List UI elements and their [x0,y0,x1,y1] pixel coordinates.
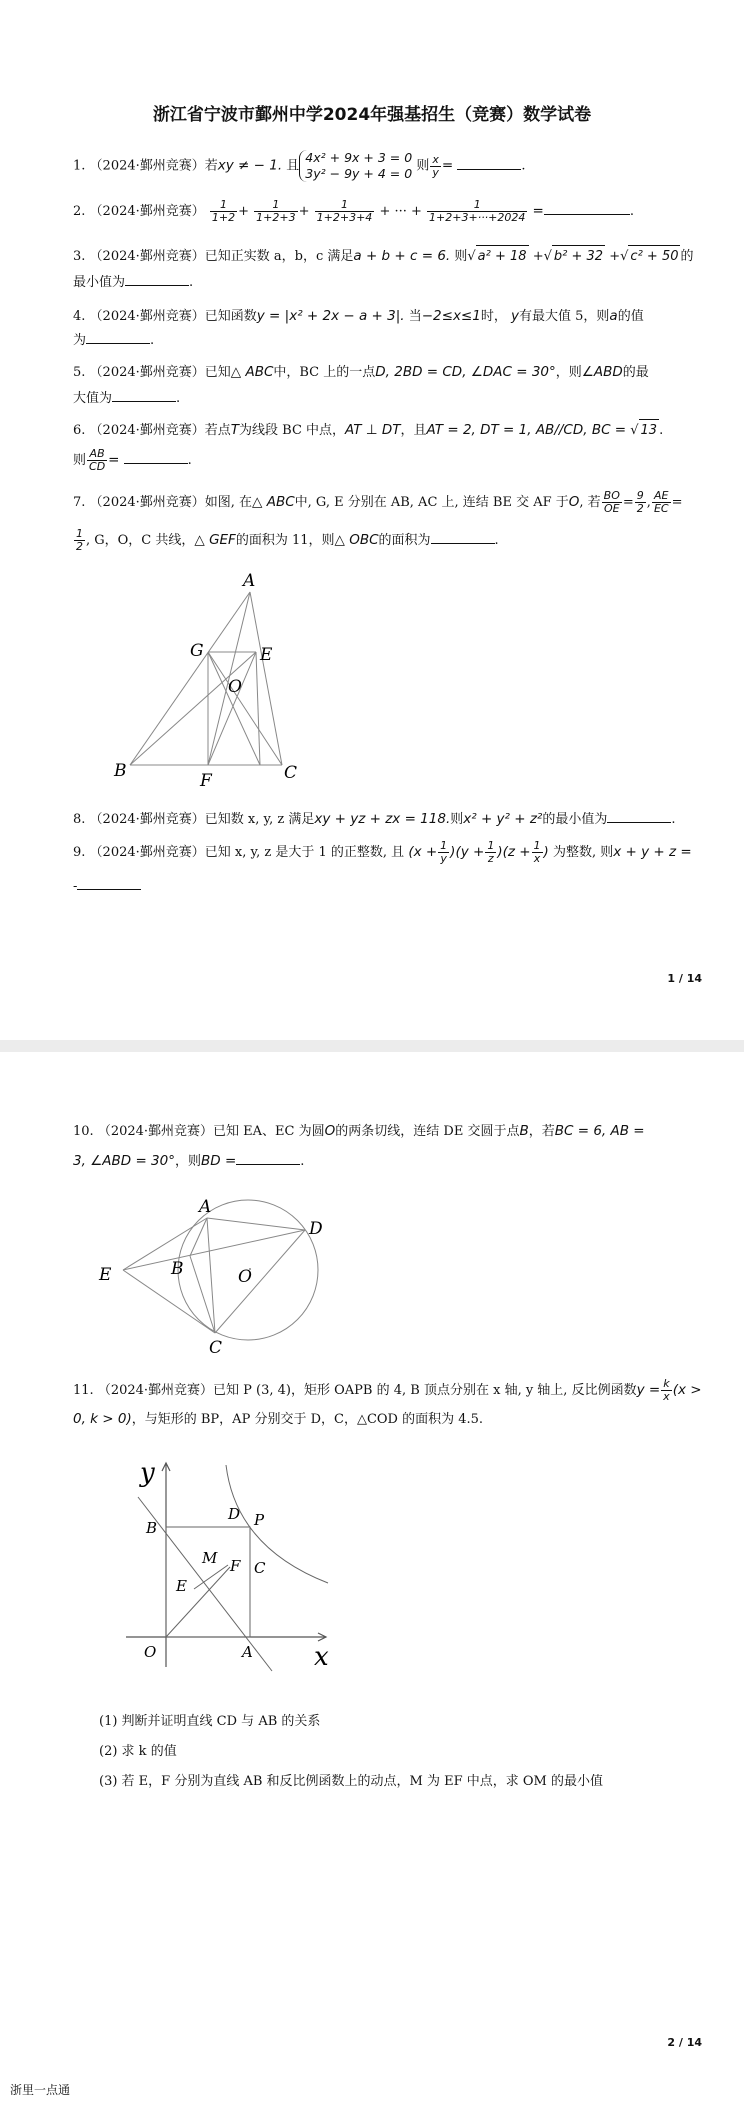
label-F: F [230,1557,241,1575]
question-10: 10. （2024·鄞州竞赛）已知 EA、EC 为圆O的两条切线，连结 DE 交圆于点B，若BC = 6, AB = [73,1123,645,1139]
question-1: 1. （2024·鄞州竞赛）若xy ≠ − 1. 且 4x² + 9x + 3 = 0 3y² − 9y + 4 = 0 则 $\frac{x}{y}$ = . [73,150,526,181]
page-title: 浙江省宁波市鄞州中学2024年强基招生（竞赛）数学试卷 [152,105,592,125]
question-3-cont: 最小值为 . [73,275,194,290]
label-A: A [199,1197,212,1217]
question-10-cont: 3, ∠ABD = 30°，则BD = . [73,1153,305,1169]
figure-q10 [95,1190,340,1355]
label-E: E [176,1577,187,1595]
page-number-1: 1 / 14 [667,972,702,985]
label-B: B [114,761,127,781]
question-9-cont: - [73,876,705,898]
answer-blank-4[interactable] [86,331,150,344]
label-C: C [254,1559,266,1577]
answer-blank-8[interactable] [607,810,671,823]
answer-blank-5[interactable] [112,389,176,402]
question-5: 5. （2024·鄞州竞赛）已知△ ABC中，BC 上的一点D, 2BD = CD, ∠DAC = 30°，则∠ABD的最 [73,364,649,380]
label-A: A [242,1643,253,1661]
figure-q11 [118,1457,368,1677]
question-8: 8. （2024·鄞州竞赛）已知数 x, y, z 满足xy + yz + zx = 118.则x² + y² + z²的最小值为 . [73,811,676,827]
label-C: C [209,1338,223,1355]
footer-brand: 浙里一点通 [10,2083,71,2097]
answer-blank-9[interactable] [77,877,141,890]
label-B: B [146,1519,158,1537]
label-O: O [238,1267,252,1287]
label-A: A [243,571,256,591]
label-E: E [260,645,273,665]
question-11: 11. （2024·鄞州竞赛）已知 P (3, 4)，矩形 OAPB 的 4, B 顶点分别在 x 轴, y 轴上, 反比例函数y = $\frac{k}{x}$ (x > [73,1377,702,1403]
label-P: P [254,1511,265,1529]
question-6-cont: 则 $\frac{AB}{CD}$ = . [73,447,192,473]
label-G: G [190,641,204,661]
question-2: 2. （2024·鄞州竞赛） $\frac{1}{1+2}$ + $\frac{1}{1+2+3}$ + $\frac{1}{1+2+3+4}$ + ··· + $\frac{1}{1+2+3+\cdot\cdot\cdot+2024}$ = . [73,198,634,224]
label-O: O [228,677,242,697]
answer-blank-10[interactable] [236,1152,300,1165]
answer-blank-1[interactable] [457,157,521,170]
label-D: D [228,1505,241,1523]
label-C: C [284,763,298,783]
answer-blank-6[interactable] [124,451,188,464]
equation-system: 4x² + 9x + 3 = 0 3y² − 9y + 4 = 0 [299,150,412,182]
page-1 [0,0,744,1040]
sqrt-symbol: √ [467,249,476,264]
axis-label-y: y [140,1458,155,1488]
answer-blank-3[interactable] [125,273,189,286]
question-6: 6. （2024·鄞州竞赛）若点T为线段 BC 中点，AT ⊥ DT，且AT = 2, DT = 1, AB//CD, BC = √ 13 . [73,419,705,442]
sub-question-1: (1) 判断并证明直线 CD 与 AB 的关系 [99,1714,321,1729]
question-7: 7. （2024·鄞州竞赛）如图, 在△ ABC中, G, E 分别在 AB, AC 上, 连结 BE 交 AF 于O, 若 $\frac{BO}{OE}$ = $\frac{9}{2}$ , $\frac{AE}{EC}$ = [73,489,683,515]
answer-blank-7[interactable] [431,531,495,544]
label-B: B [171,1259,184,1279]
label-M: M [202,1549,218,1567]
label-O: O [144,1643,157,1661]
question-11-cont: 0, k > 0)，与矩形的 BP，AP 分别交于 D，C，△COD 的面积为 4.5. [73,1411,484,1427]
label-F: F [200,771,212,790]
question-7-cont: $\frac{1}{2}$ , G，O，C 共线，△ GEF的面积为 11，则△ OBC的面积为 . [76,527,499,553]
axis-label-x: x [314,1642,329,1672]
figure-q7 [110,570,310,790]
label-D: D [309,1219,323,1239]
question-4-cont: 为 . [73,333,155,348]
page-2 [0,1052,744,2104]
question-3: 3. （2024·鄞州竞赛）已知正实数 a，b，c 满足a + b + c = 6. 则√ a² + 18 +√ b² + 32 +√ c² + 50 的 [73,245,705,268]
sub-question-3: (3) 若 E，F 分别为直线 AB 和反比例函数上的动点，M 为 EF 中点，求 OM 的最小值 [99,1774,603,1789]
sub-question-2: (2) 求 k 的值 [99,1744,177,1759]
answer-blank-2[interactable] [544,202,630,215]
label-E: E [99,1265,112,1285]
question-4: 4. （2024·鄞州竞赛）已知函数y = |x² + 2x − a + 3|. 当−2≤x≤1时， y有最大值 5，则a的值 [73,308,644,324]
question-9: 9. （2024·鄞州竞赛）已知 x, y, z 是大于 1 的正整数, 且 (x + $\frac{1}{y}$ )(y + $\frac{1}{z}$ )(z + $\frac{1}{x}$ ) 为整数, 则x + y + z = [73,839,692,865]
page-number-2: 2 / 14 [667,2036,702,2049]
question-5-cont: 大值为 . [73,391,181,406]
